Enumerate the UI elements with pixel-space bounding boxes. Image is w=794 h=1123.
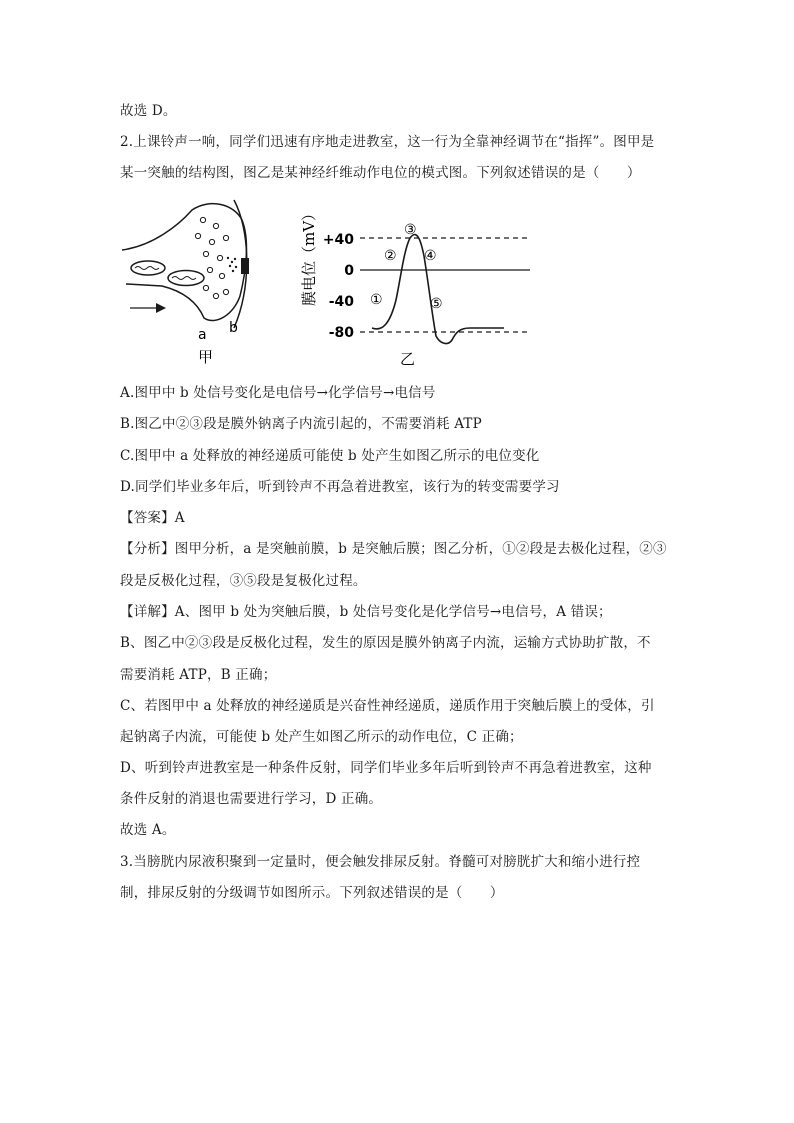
option-a: A.图甲中 b 处信号变化是电信号→化学信号→电信号 [120,385,436,401]
synapse-diagram [122,200,249,328]
mark-4: ④ [424,248,437,264]
conclusion-line: 故选 A。 [120,822,176,838]
label-b: b [229,320,238,336]
analysis-line: 【分析】图甲分析，a 是突触前膜，b 是突触后膜；图乙分析，①②段是去极化过程，②③ [120,541,667,557]
option-d: D.同学们毕业多年后，听到铃声不再急着进教室，该行为的转变需要学习 [120,479,560,495]
explanation-d: D、听到铃声进教室是一种条件反射，同学们毕业多年后听到铃声不再急着进教室，这种 [120,760,652,776]
tick-plus40: +40 [322,232,354,248]
option-b: B.图乙中②③段是膜外钠离子内流引起的，不需要消耗 ATP [120,416,482,432]
question-2-stem: 2.上课铃声一响，同学们迅速有序地走进教室，这一行为全靠神经调节在“指挥”。图甲是 [120,134,655,150]
label-a: a [198,327,207,343]
tick-0: 0 [344,263,354,279]
explanation-c-cont: 起钠离子内流，可能使 b 处产生如图乙所示的动作电位，C 正确； [120,729,523,745]
tick-minus40: -40 [328,294,354,310]
answer-line: 【答案】A [120,510,185,526]
explanation-d-cont: 条件反射的消退也需要进行学习，D 正确。 [120,791,383,807]
explanation-c: C、若图甲中 a 处释放的神经递质是兴奋性神经递质，递质作用于突触后膜上的受体，引 [120,698,655,714]
explanation-b: B、图乙中②③段是反极化过程，发生的原因是膜外钠离子内流，运输方式协助扩散，不 [120,635,651,651]
question-2-figure [118,196,538,372]
y-axis-label: 膜电位（mV） [300,205,318,306]
mark-2: ② [384,248,397,264]
text-line: 故选 D。 [120,103,177,119]
explanation-line: 【详解】A、图甲 b 处为突触后膜，b 处信号变化是化学信号→电信号，A 错误； [120,604,612,620]
mark-3: ③ [404,222,417,238]
option-c: C.图甲中 a 处释放的神经递质可能使 b 处产生如图乙所示的电位变化 [120,448,540,464]
explanation-b-cont: 需要消耗 ATP，B 正确； [120,667,277,683]
question-3-stem: 3.当膀胱内尿液积聚到一定量时，便会触发排尿反射。脊髓可对膀胱扩大和缩小进行控 [120,854,641,870]
figure-yi-caption: 乙 [400,350,416,368]
tick-minus80: -80 [328,325,354,341]
analysis-line-cont: 段是反极化过程，③⑤段是复极化过程。 [120,573,367,589]
figure-jia-caption: 甲 [198,348,214,366]
synapse-and-action-potential-diagram [118,196,538,368]
question-2-stem-cont: 某一突触的结构图，图乙是某神经纤维动作电位的模式图。下列叙述错误的是（ ） [120,165,641,181]
question-3-stem-cont: 制，排尿反射的分级调节如图所示。下列叙述错误的是（ ） [120,885,504,901]
mark-1: ① [370,292,383,308]
mark-5: ⑤ [430,296,443,312]
